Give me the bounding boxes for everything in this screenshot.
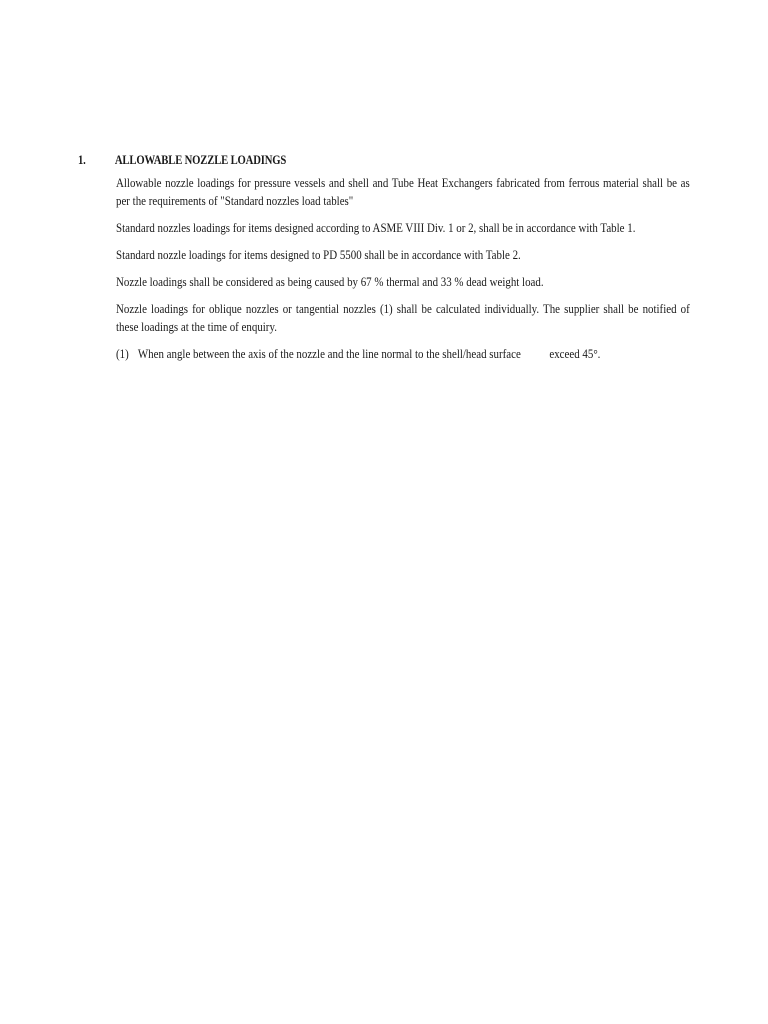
footnote: [116, 345, 690, 363]
section-number: 1.: [78, 152, 86, 167]
section-allowable-nozzle-loadings: [78, 152, 698, 363]
section-body: [116, 174, 690, 363]
footnote-spacer: [521, 345, 550, 363]
paragraph: Standard nozzles loadings for items designed according to ASME VIII Div. 1 or 2, shall be in accordance with Table 1.: [116, 220, 636, 235]
paragraph: Nozzle loadings for oblique nozzles or tangential nozzles (1) shall be calculated individually. The supplier shall be notified of these loadings at the time of enquiry.: [116, 301, 690, 334]
footnote-marker: (1): [116, 346, 129, 361]
footnote-text: When angle between the axis of the nozzle and the line normal to the shell/head surface: [137, 346, 521, 361]
section-heading: [78, 152, 698, 168]
footnote-end: exceed 45°.: [549, 346, 601, 361]
paragraph: Nozzle loadings shall be considered as being caused by 67 % thermal and 33 % dead weight load.: [116, 274, 544, 289]
paragraph: Allowable nozzle loadings for pressure vessels and shell and Tube Heat Exchangers fabricated from ferrous material shall be as per the requirements of "Standard nozzles load tables": [116, 175, 690, 208]
paragraph: Standard nozzle loadings for items designed to PD 5500 shall be in accordance with Table 2.: [116, 247, 521, 262]
section-title: ALLOWABLE NOZZLE LOADINGS: [114, 152, 287, 167]
